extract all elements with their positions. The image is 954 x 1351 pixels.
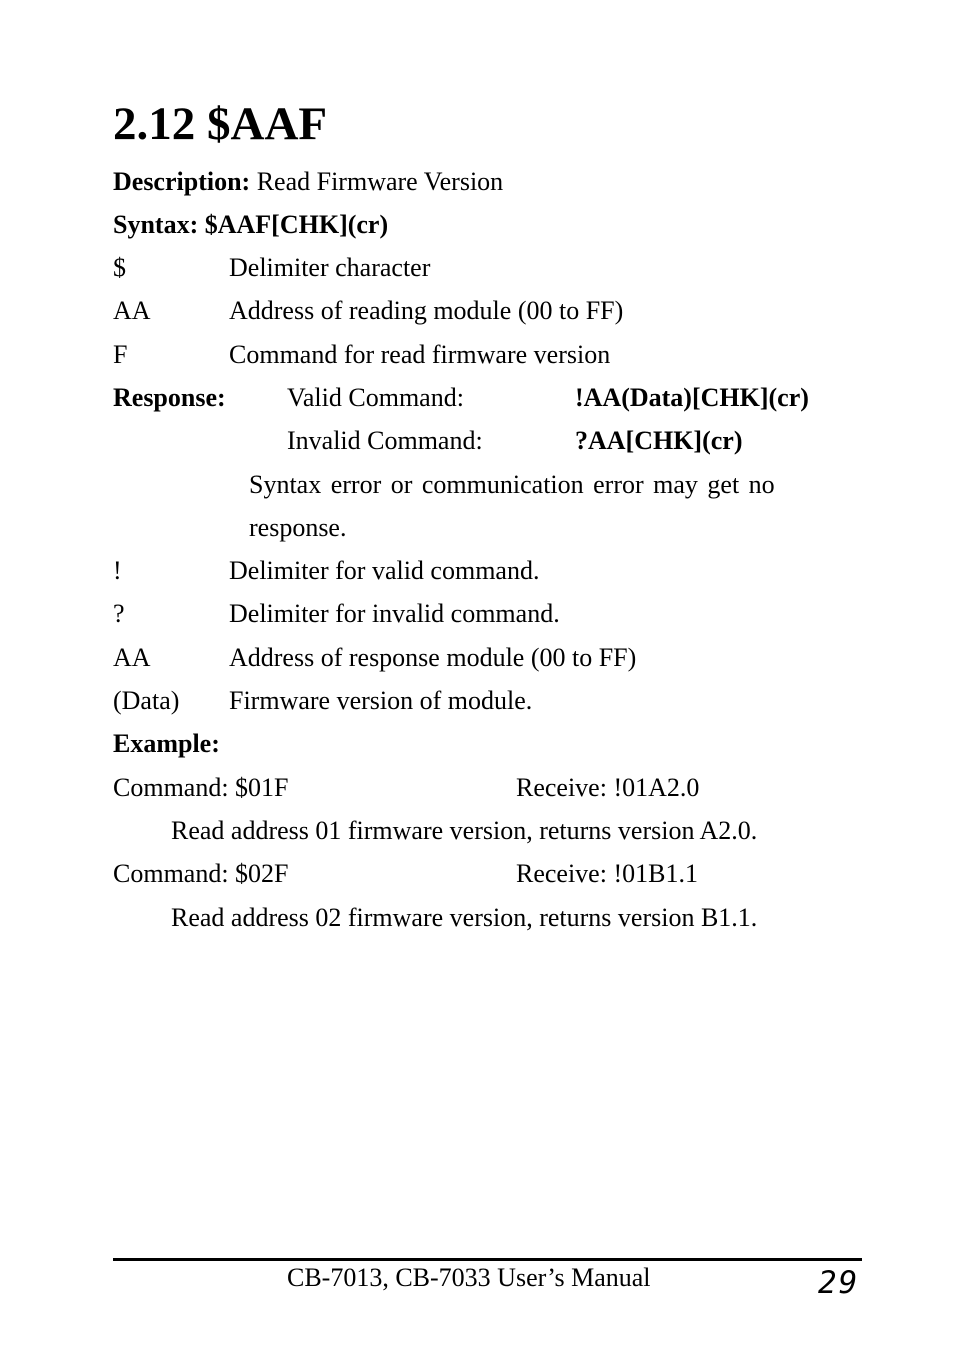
response-param-desc: Address of response module (00 to FF) [229,643,637,672]
syntax-line [113,210,388,240]
example-label: Example: [113,729,220,758]
example-command: Command: $01F [113,773,289,802]
response-invalid-label: Invalid Command: [287,426,483,455]
response-param-desc: Delimiter for invalid command. [229,599,560,628]
example-command: Command: $02F [113,859,289,888]
description-label: Description: [113,167,251,196]
syntax-param-key: AA [113,296,151,325]
response-label: Response: [113,383,226,412]
response-param-key: AA [113,643,151,672]
example-receive: Receive: !01B1.1 [516,859,698,888]
description-text: Read Firmware Version [256,167,504,196]
response-note-line2: response. [249,513,347,542]
response-param-desc: Firmware version of module. [229,686,533,715]
response-param-desc: Delimiter for valid command. [229,556,540,585]
response-param-key: ! [113,556,122,585]
syntax-param-key: F [113,340,128,369]
response-valid-value: !AA(Data)[CHK](cr) [575,383,809,412]
page-number: 29 [818,1265,860,1301]
syntax-param-desc: Command for read firmware version [229,340,611,369]
response-param-key: (Data) [113,686,180,715]
example-receive: Receive: !01A2.0 [516,773,700,802]
response-param-key: ? [113,599,125,628]
response-note-line1: Syntax error or communication error may get no [249,470,775,499]
syntax-param-desc: Delimiter character [229,253,431,282]
example-note: Read address 02 firmware version, returns version B1.1. [171,903,758,932]
syntax-param-key: $ [113,253,126,282]
syntax-param-desc: Address of reading module (00 to FF) [229,296,624,325]
footer-rule [113,1258,862,1261]
description-line [113,167,503,197]
page-title: 2.12 $AAF [113,98,328,150]
footer-manual-title: CB-7013, CB-7033 User’s Manual [287,1263,651,1292]
response-invalid-value: ?AA[CHK](cr) [575,426,743,455]
response-valid-label: Valid Command: [287,383,464,412]
syntax-label: Syntax: [113,210,199,239]
syntax-text: $AAF[CHK](cr) [204,210,389,239]
example-note: Read address 01 firmware version, returns version A2.0. [171,816,758,845]
